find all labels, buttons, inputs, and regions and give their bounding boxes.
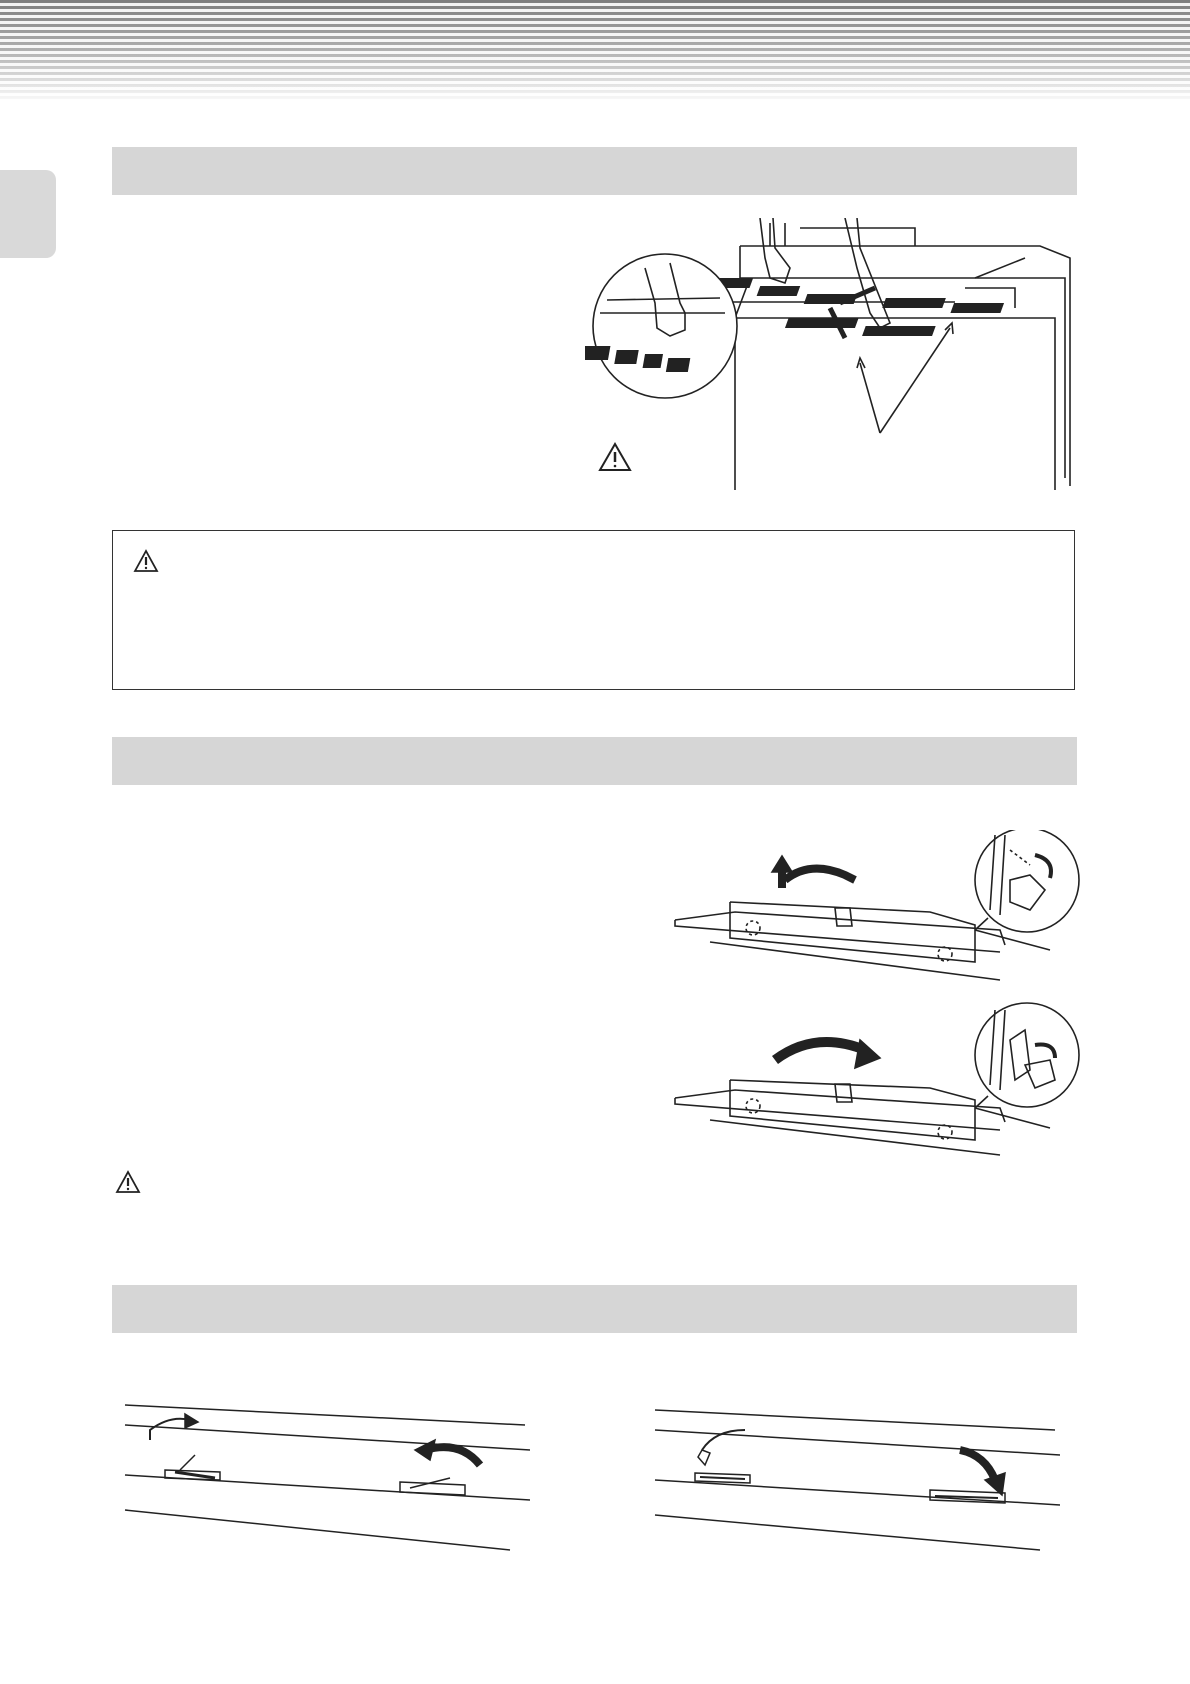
section-header-music-clips (112, 1285, 1077, 1333)
header-stripe-fade (0, 0, 1190, 100)
chapter-side-tab[interactable] (0, 170, 56, 258)
caution-notice-box (112, 530, 1075, 690)
music-rest-raise-illustration (670, 830, 1080, 990)
warning-triangle-icon (133, 549, 159, 573)
piano-keyboard-cover-illustration (585, 218, 1080, 490)
warning-triangle-icon (115, 1170, 141, 1194)
section-header-keyboard-cover (112, 147, 1077, 195)
music-rest-lower-illustration (670, 1000, 1080, 1160)
music-clips-open-illustration (120, 1400, 530, 1555)
section-header-music-rest (112, 737, 1077, 785)
music-clips-close-illustration (650, 1405, 1060, 1555)
